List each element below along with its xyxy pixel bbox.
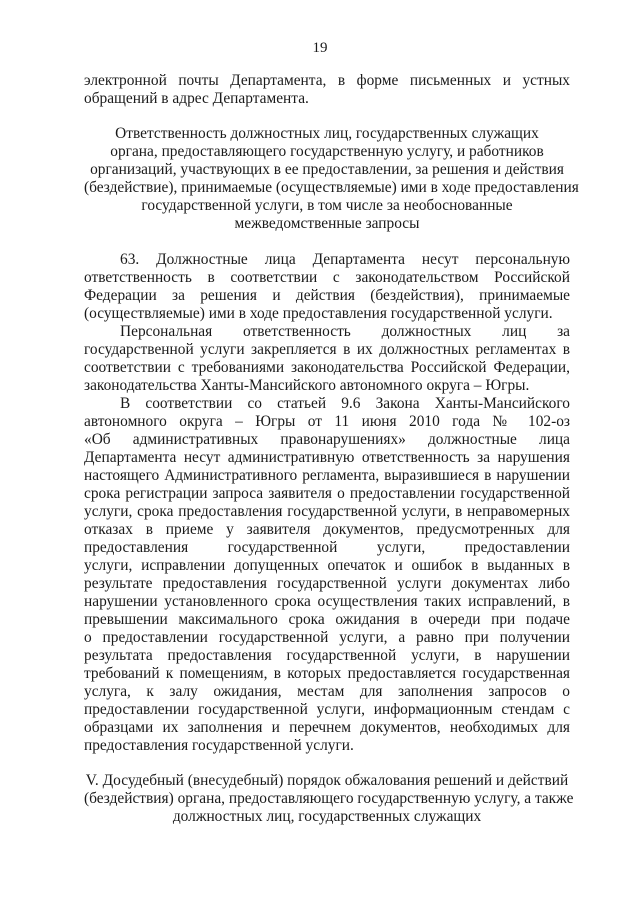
section-v-heading-line: должностных лиц, государственных служащих (172, 808, 482, 825)
paragraph-law-line: предоставления государственной услуги. (84, 737, 354, 754)
page-number: 19 (312, 40, 328, 56)
paragraph-63-line: 63. Должностные лица Департамента несут персональную (120, 251, 570, 268)
section-heading-line: Ответственность должностных лиц, государственных служащих (115, 125, 539, 142)
section-heading-line: (бездействие), принимаемые (осуществляемые) ими в ходе предоставления (84, 179, 579, 196)
paragraph-law-line: автономного округа – Югры от 11 июня 2010 года № 102-оз (84, 413, 570, 430)
paragraph-63-line: Федерации за решения и действия (бездействия), принимаемые (84, 287, 570, 304)
paragraph-personal-line: законодательства Ханты-Мансийского автономного округа – Югры. (84, 377, 530, 394)
paragraph-law-line: образцами их заполнения и перечнем документов, необходимых для (84, 719, 570, 736)
paragraph-law-line: услуги, срока предоставления государственной услуги, в неправомерных (84, 503, 570, 520)
paragraph-personal-line: Персональная ответственность должностных лиц за (120, 323, 570, 340)
section-heading-line: государственной услуги, в том числе за необоснованные (141, 197, 513, 214)
section-heading-line: организаций, участвующих в ее предоставлении, за решения и действия (90, 161, 564, 178)
section-heading-line: органа, предоставляющего государственную услугу, и работников (110, 143, 544, 160)
paragraph-law-line: нарушении установленного срока осуществления таких исправлений, в (84, 593, 570, 610)
paragraph-law-line: о предоставлении государственной услуги, а равно при получении (84, 629, 570, 646)
paragraph-63-line: ответственность в соответствии с законодательством Российской (84, 269, 570, 286)
paragraph-personal-line: государственной услуги закрепляется в их должностных регламентах в (84, 341, 570, 358)
intro-line: обращений в адрес Департамента. (84, 90, 309, 107)
section-v-heading-line: V. Досудебный (внесудебный) порядок обжалования решений и действий (85, 772, 569, 789)
paragraph-law-line: настоящего Административного регламента, выразившиеся в нарушении (84, 467, 570, 484)
intro-line: электронной почты Департамента, в форме письменных и устных (84, 72, 570, 89)
paragraph-law-line: превышении максимального срока ожидания в очереди при подаче (84, 611, 570, 628)
paragraph-law-line: срока регистрации запроса заявителя о предоставлении государственной (84, 485, 570, 502)
paragraph-law-line: «Об административных правонарушениях» должностные лица (84, 431, 570, 448)
section-v-heading-line: (бездействия) органа, предоставляющего государственную услугу, а также (84, 790, 574, 807)
paragraph-law-line: услуга, к залу ожидания, местам для заполнения запросов о (84, 683, 570, 700)
paragraph-law-line: результате предоставления государственной услуги документах либо (84, 575, 570, 592)
paragraph-63-line: (осуществляемые) ими в ходе предоставления государственной услуги. (84, 305, 553, 322)
section-heading-line: межведомственные запросы (234, 215, 420, 232)
paragraph-law-line: В соответствии со статьей 9.6 Закона Ханты-Мансийского (120, 395, 570, 412)
paragraph-law-line: предоставлении государственной услуги, информационным стендам с (84, 701, 570, 718)
paragraph-law-line: предоставления государственной услуги, предоставлении (84, 539, 570, 556)
paragraph-law-line: требований к помещениям, в которых предоставляется государственная (84, 665, 570, 682)
paragraph-law-line: Департамента несут административную ответственность за нарушения (84, 449, 570, 466)
paragraph-law-line: отказах в приеме у заявителя документов, предусмотренных для (84, 521, 570, 538)
paragraph-law-line: результата предоставления государственной услуги, в нарушении (84, 647, 570, 664)
paragraph-law-line: услуги, исправлении допущенных опечаток и ошибок в выданных в (84, 557, 570, 574)
paragraph-personal-line: соответствии с требованиями законодательства Российской Федерации, (84, 359, 570, 376)
